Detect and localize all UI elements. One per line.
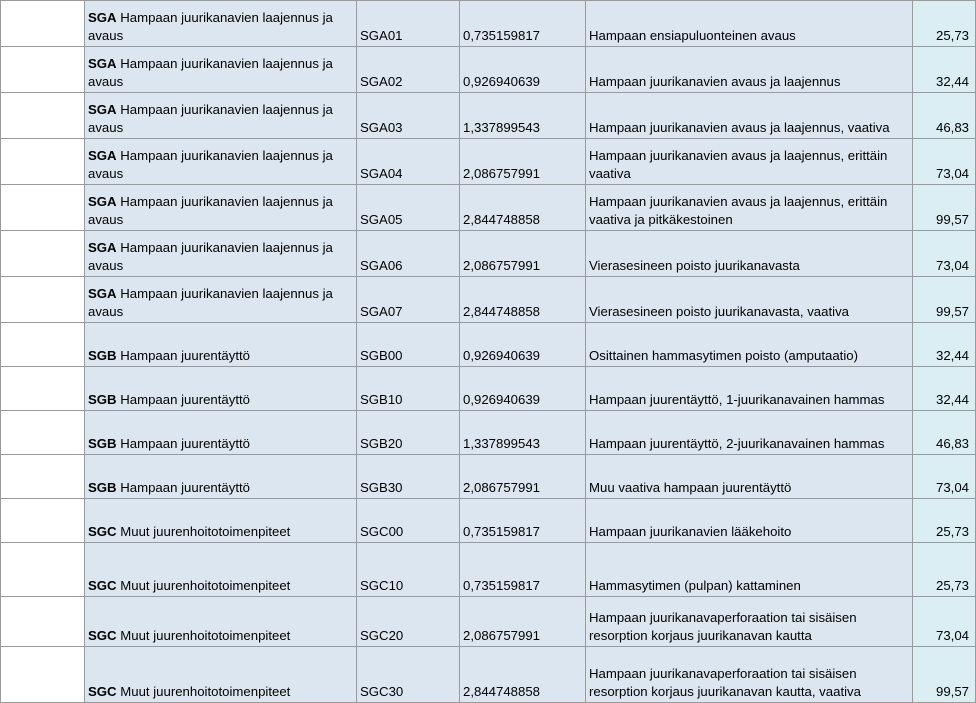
coefficient: 1,337899543 (460, 411, 586, 455)
table-row (1, 323, 976, 367)
coefficient: 2,844748858 (460, 185, 586, 231)
price: 25,73 (913, 499, 976, 543)
group-code: SGC (88, 524, 117, 539)
coefficient: 2,086757991 (460, 455, 586, 499)
procedure-description: Muu vaativa hampaan juurentäyttö (586, 455, 913, 499)
group-cell (85, 367, 357, 411)
procedure-code: SGC10 (357, 543, 460, 597)
group-name: Hampaan juurikanavien laajennus ja avaus (88, 240, 333, 273)
coefficient: 2,086757991 (460, 231, 586, 277)
row-blank-cell (1, 93, 85, 139)
group-cell (85, 647, 357, 703)
group-code: SGA (88, 10, 117, 25)
coefficient: 0,926940639 (460, 367, 586, 411)
group-cell (85, 185, 357, 231)
price: 32,44 (913, 367, 976, 411)
group-name: Hampaan juurentäyttö (120, 348, 251, 363)
procedure-code: SGB10 (357, 367, 460, 411)
group-code: SGA (88, 56, 117, 71)
procedure-code: SGC30 (357, 647, 460, 703)
price: 46,83 (913, 411, 976, 455)
procedure-description: Hampaan juurikanavaperforaation tai sisäisen resorption korjaus juurikanavan kautta, vaativa (586, 647, 913, 703)
table-row (1, 597, 976, 647)
row-blank-cell (1, 185, 85, 231)
price: 99,57 (913, 185, 976, 231)
group-name: Hampaan juurikanavien laajennus ja avaus (88, 286, 333, 319)
procedure-description: Vierasesineen poisto juurikanavasta, vaativa (586, 277, 913, 323)
procedure-code: SGC00 (357, 499, 460, 543)
price: 73,04 (913, 231, 976, 277)
procedure-code: SGA05 (357, 185, 460, 231)
row-blank-cell (1, 367, 85, 411)
group-cell (85, 47, 357, 93)
procedure-code: SGA03 (357, 93, 460, 139)
procedure-description: Vierasesineen poisto juurikanavasta (586, 231, 913, 277)
coefficient: 1,337899543 (460, 93, 586, 139)
procedure-code: SGA06 (357, 231, 460, 277)
coefficient: 2,844748858 (460, 277, 586, 323)
table-row (1, 1, 976, 47)
row-blank-cell (1, 597, 85, 647)
table-row (1, 499, 976, 543)
group-cell (85, 231, 357, 277)
procedure-code: SGA07 (357, 277, 460, 323)
group-name: Muut juurenhoitotoimenpiteet (120, 524, 291, 539)
procedure-description: Hammasytimen (pulpan) kattaminen (586, 543, 913, 597)
procedure-description: Hampaan juurikanavien avaus ja laajennus, erittäin vaativa (586, 139, 913, 185)
coefficient: 2,844748858 (460, 647, 586, 703)
procedure-code: SGA04 (357, 139, 460, 185)
coefficient: 0,735159817 (460, 499, 586, 543)
procedure-code: SGB20 (357, 411, 460, 455)
row-blank-cell (1, 411, 85, 455)
price: 25,73 (913, 543, 976, 597)
row-blank-cell (1, 231, 85, 277)
procedure-description: Hampaan ensiapuluonteinen avaus (586, 1, 913, 47)
price: 32,44 (913, 323, 976, 367)
group-cell (85, 455, 357, 499)
group-name: Hampaan juurentäyttö (120, 436, 251, 451)
price: 73,04 (913, 597, 976, 647)
procedure-description: Hampaan juurikanavien avaus ja laajennus, erittäin vaativa ja pitkäkestoinen (586, 185, 913, 231)
procedure-code: SGB30 (357, 455, 460, 499)
price: 32,44 (913, 47, 976, 93)
group-code: SGA (88, 240, 117, 255)
table-row (1, 455, 976, 499)
table-row (1, 543, 976, 597)
row-blank-cell (1, 543, 85, 597)
table-row (1, 139, 976, 185)
group-code: SGC (88, 628, 117, 643)
table-row (1, 367, 976, 411)
procedure-description: Hampaan juurentäyttö, 1-juurikanavainen hammas (586, 367, 913, 411)
group-code: SGA (88, 148, 117, 163)
coefficient: 0,735159817 (460, 543, 586, 597)
group-code: SGB (88, 436, 117, 451)
group-cell (85, 411, 357, 455)
group-name: Hampaan juurikanavien laajennus ja avaus (88, 148, 333, 181)
group-cell (85, 93, 357, 139)
table-row (1, 277, 976, 323)
group-cell (85, 1, 357, 47)
table-row (1, 93, 976, 139)
group-code: SGB (88, 392, 117, 407)
group-code: SGB (88, 480, 117, 495)
group-name: Hampaan juurikanavien laajennus ja avaus (88, 102, 333, 135)
group-name: Hampaan juurentäyttö (120, 480, 251, 495)
table-row (1, 411, 976, 455)
table-row (1, 47, 976, 93)
table-row (1, 231, 976, 277)
procedure-code: SGC20 (357, 597, 460, 647)
group-name: Hampaan juurentäyttö (120, 392, 251, 407)
procedure-code: SGA02 (357, 47, 460, 93)
coefficient: 2,086757991 (460, 597, 586, 647)
group-code: SGA (88, 102, 117, 117)
procedure-code: SGA01 (357, 1, 460, 47)
procedure-code: SGB00 (357, 323, 460, 367)
group-cell (85, 597, 357, 647)
procedure-description: Hampaan juurikanavaperforaation tai sisäisen resorption korjaus juurikanavan kautta (586, 597, 913, 647)
price: 46,83 (913, 93, 976, 139)
group-code: SGC (88, 684, 117, 699)
group-name: Muut juurenhoitotoimenpiteet (120, 628, 291, 643)
group-cell (85, 139, 357, 185)
group-name: Hampaan juurikanavien laajennus ja avaus (88, 56, 333, 89)
procedure-description: Hampaan juurentäyttö, 2-juurikanavainen hammas (586, 411, 913, 455)
group-cell (85, 499, 357, 543)
price-table-body (1, 1, 976, 703)
table-row (1, 647, 976, 703)
procedure-description: Hampaan juurikanavien avaus ja laajennus, vaativa (586, 93, 913, 139)
price: 99,57 (913, 647, 976, 703)
group-code: SGC (88, 578, 117, 593)
coefficient: 0,926940639 (460, 47, 586, 93)
group-name: Muut juurenhoitotoimenpiteet (120, 684, 291, 699)
row-blank-cell (1, 47, 85, 93)
group-cell (85, 323, 357, 367)
price: 73,04 (913, 139, 976, 185)
group-cell (85, 543, 357, 597)
row-blank-cell (1, 1, 85, 47)
group-code: SGA (88, 194, 117, 209)
row-blank-cell (1, 499, 85, 543)
group-code: SGA (88, 286, 117, 301)
price: 25,73 (913, 1, 976, 47)
table-row (1, 185, 976, 231)
price: 73,04 (913, 455, 976, 499)
group-name: Hampaan juurikanavien laajennus ja avaus (88, 194, 333, 227)
row-blank-cell (1, 455, 85, 499)
row-blank-cell (1, 277, 85, 323)
procedure-description: Hampaan juurikanavien avaus ja laajennus (586, 47, 913, 93)
coefficient: 0,926940639 (460, 323, 586, 367)
row-blank-cell (1, 647, 85, 703)
group-name: Hampaan juurikanavien laajennus ja avaus (88, 10, 333, 43)
coefficient: 0,735159817 (460, 1, 586, 47)
group-cell (85, 277, 357, 323)
coefficient: 2,086757991 (460, 139, 586, 185)
group-name: Muut juurenhoitotoimenpiteet (120, 578, 291, 593)
row-blank-cell (1, 323, 85, 367)
group-code: SGB (88, 348, 117, 363)
procedure-description: Hampaan juurikanavien lääkehoito (586, 499, 913, 543)
price: 99,57 (913, 277, 976, 323)
row-blank-cell (1, 139, 85, 185)
procedure-description: Osittainen hammasytimen poisto (amputaatio) (586, 323, 913, 367)
